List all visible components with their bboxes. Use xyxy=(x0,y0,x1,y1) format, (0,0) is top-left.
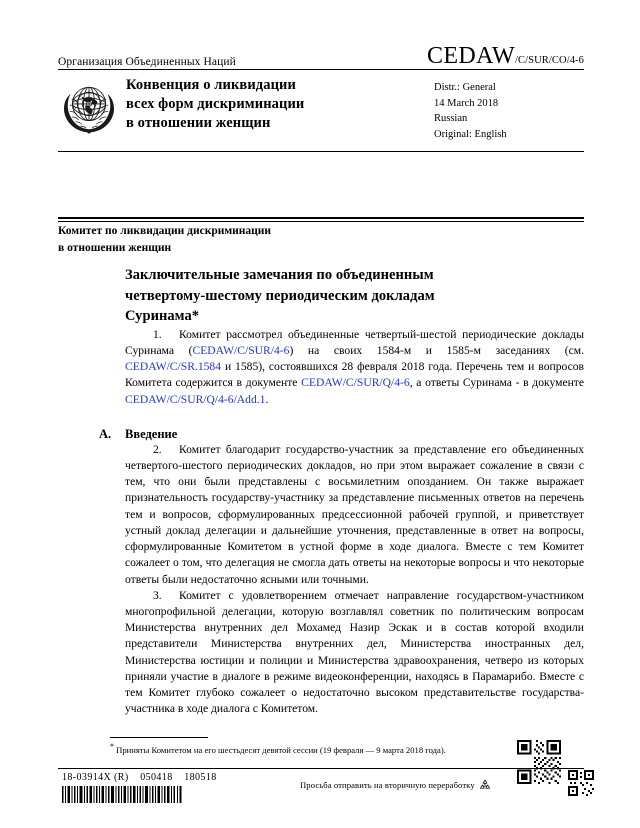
recycle-icon xyxy=(478,778,492,792)
committee-name-line-1: Комитет по ликвидации дискриминации xyxy=(58,225,272,237)
recycle-notice xyxy=(300,778,492,792)
distribution-language: Russian xyxy=(434,113,468,125)
document-symbol xyxy=(427,44,584,68)
link-cedaw-c-sur-q-4-6[interactable]: CEDAW/C/SUR/Q/4-6 xyxy=(301,376,410,390)
section-a-title: Введение xyxy=(125,426,178,441)
recycle-text: Просьба отправить на вторичную переработку xyxy=(300,780,475,790)
page-title-line-3: Суринама* xyxy=(125,308,200,325)
section-a-letter: A. xyxy=(99,426,112,441)
paragraph-2-text: Комитет благодарит государство-участник за представление его объединенных четвертого-шестого периодических докладов, но при этом выражает сожаление в связи с тем, что они были представлены с восьмилетним опозданием. Он также выражает признательность государству-участнику за представление письменных ответов на перечень тем и вопросов, сформулированных предсессионной рабочей группой, и приветствует устный доклад делегации и дальнейшие уточнения, представленные в ответ на вопросы, сформулированные Комитетом в устной форме в ходе диалога. Вместе с тем Комитет сожалеет о том, что делегация не смогла дать ответы на некоторые вопросы и что некоторые ответы были недостаточно ясными или точными. xyxy=(125,442,584,586)
committee-name xyxy=(58,223,418,256)
qr-code-small xyxy=(568,770,594,796)
paragraph-2-number: 2. xyxy=(153,442,162,456)
date-code-1: 050418 xyxy=(140,772,173,783)
document-content xyxy=(99,265,585,718)
convention-title xyxy=(126,76,428,133)
distribution-date: 14 March 2018 xyxy=(434,97,499,109)
paragraph-1-text-a: Комитет рассмотрел объединенные четвертый-шестой периодические доклады Суринама ( xyxy=(125,327,584,357)
page-title-line-2: четвертому-шестому периодическим докладам xyxy=(125,287,435,304)
masthead-body xyxy=(58,70,584,148)
footnote xyxy=(110,742,530,756)
masthead-bottom-rule xyxy=(58,151,584,152)
distribution-type: Distr.: General xyxy=(434,82,496,93)
link-cedaw-c-sur-q-4-6-add-1[interactable]: CEDAW/C/SUR/Q/4-6/Add.1 xyxy=(125,392,266,406)
footer-job-code xyxy=(62,772,217,783)
footnote-text: Приняты Комитетом на его шестьдесят девятой сессии (19 февраля — 9 марта 2018 года). xyxy=(116,744,446,755)
job-number: 18-03914X (R) xyxy=(62,772,129,783)
committee-rule-bottom xyxy=(58,221,584,222)
committee-name-line-2: в отношении женщин xyxy=(58,241,172,254)
document-symbol-suffix: /C/SUR/CO/4-6 xyxy=(515,55,584,66)
paragraph-1-text-d: , а ответы Суринама - в документе xyxy=(409,376,585,390)
committee-rule-group xyxy=(58,217,584,222)
footer-separator xyxy=(58,768,584,769)
date-code-2: 180518 xyxy=(184,772,217,783)
distribution-original: Original: English xyxy=(434,128,507,140)
footnote-marker: * xyxy=(110,742,114,751)
page-title-line-1: Заключительные замечания по объединенным xyxy=(125,267,434,283)
un-emblem xyxy=(58,78,120,136)
page-title xyxy=(125,265,584,327)
link-cedaw-c-sur-4-6[interactable]: CEDAW/C/SUR/4-6 xyxy=(192,343,290,357)
convention-title-line-1: Конвенция о ликвидации xyxy=(126,77,296,93)
paragraph-1 xyxy=(125,327,584,408)
paragraph-2 xyxy=(125,442,584,588)
barcode xyxy=(62,786,182,803)
convention-title-line-3: в отношении женщин xyxy=(126,115,271,132)
paragraph-1-text-b: ) на своих 1584-м и 1585-м заседаниях (см. xyxy=(289,343,584,357)
footnote-separator xyxy=(110,737,208,738)
paragraph-1-text-e: . xyxy=(265,392,269,406)
paragraph-3-number: 3. xyxy=(153,588,162,602)
distribution-block xyxy=(434,76,584,142)
organization-name: Организация Объединенных Наций xyxy=(58,56,236,68)
masthead xyxy=(58,44,584,148)
paragraph-3-text: Комитет с удовлетворением отмечает направление государством-участником многопрофильной делегации, которую возглавлял советник по политическим вопросам Министерства внутренних дел Мохамед Назир Эскак и в состав которой входили представители Министерства внутренних дел, Министерства иностранных дел, Министерства юстиции и полиции и Министерства здравоохранения, четверо из которых приняли участие в диалоге в режиме видеоконференции, находясь в Парамарибо. Вместе с тем Комитет глубоко сожалеет о недостаточно высоком представительстве государства-участника в ходе диалога с Комитетом. xyxy=(125,588,584,716)
section-heading-a xyxy=(99,427,584,442)
convention-title-line-2: всех форм дискриминации xyxy=(126,96,305,113)
paragraph-3 xyxy=(125,588,584,718)
link-cedaw-c-sr-1584[interactable]: CEDAW/C/SR.1584 xyxy=(125,360,222,374)
qr-code xyxy=(517,740,561,784)
paragraph-1-number: 1. xyxy=(153,327,162,341)
document-symbol-main: CEDAW xyxy=(426,43,516,69)
masthead-top-row xyxy=(58,44,584,69)
paragraph-1-text-c: и 1585), состоявшихся 28 февраля 2018 года. Перечень тем и вопросов Комитета содержится в документе xyxy=(125,360,584,390)
